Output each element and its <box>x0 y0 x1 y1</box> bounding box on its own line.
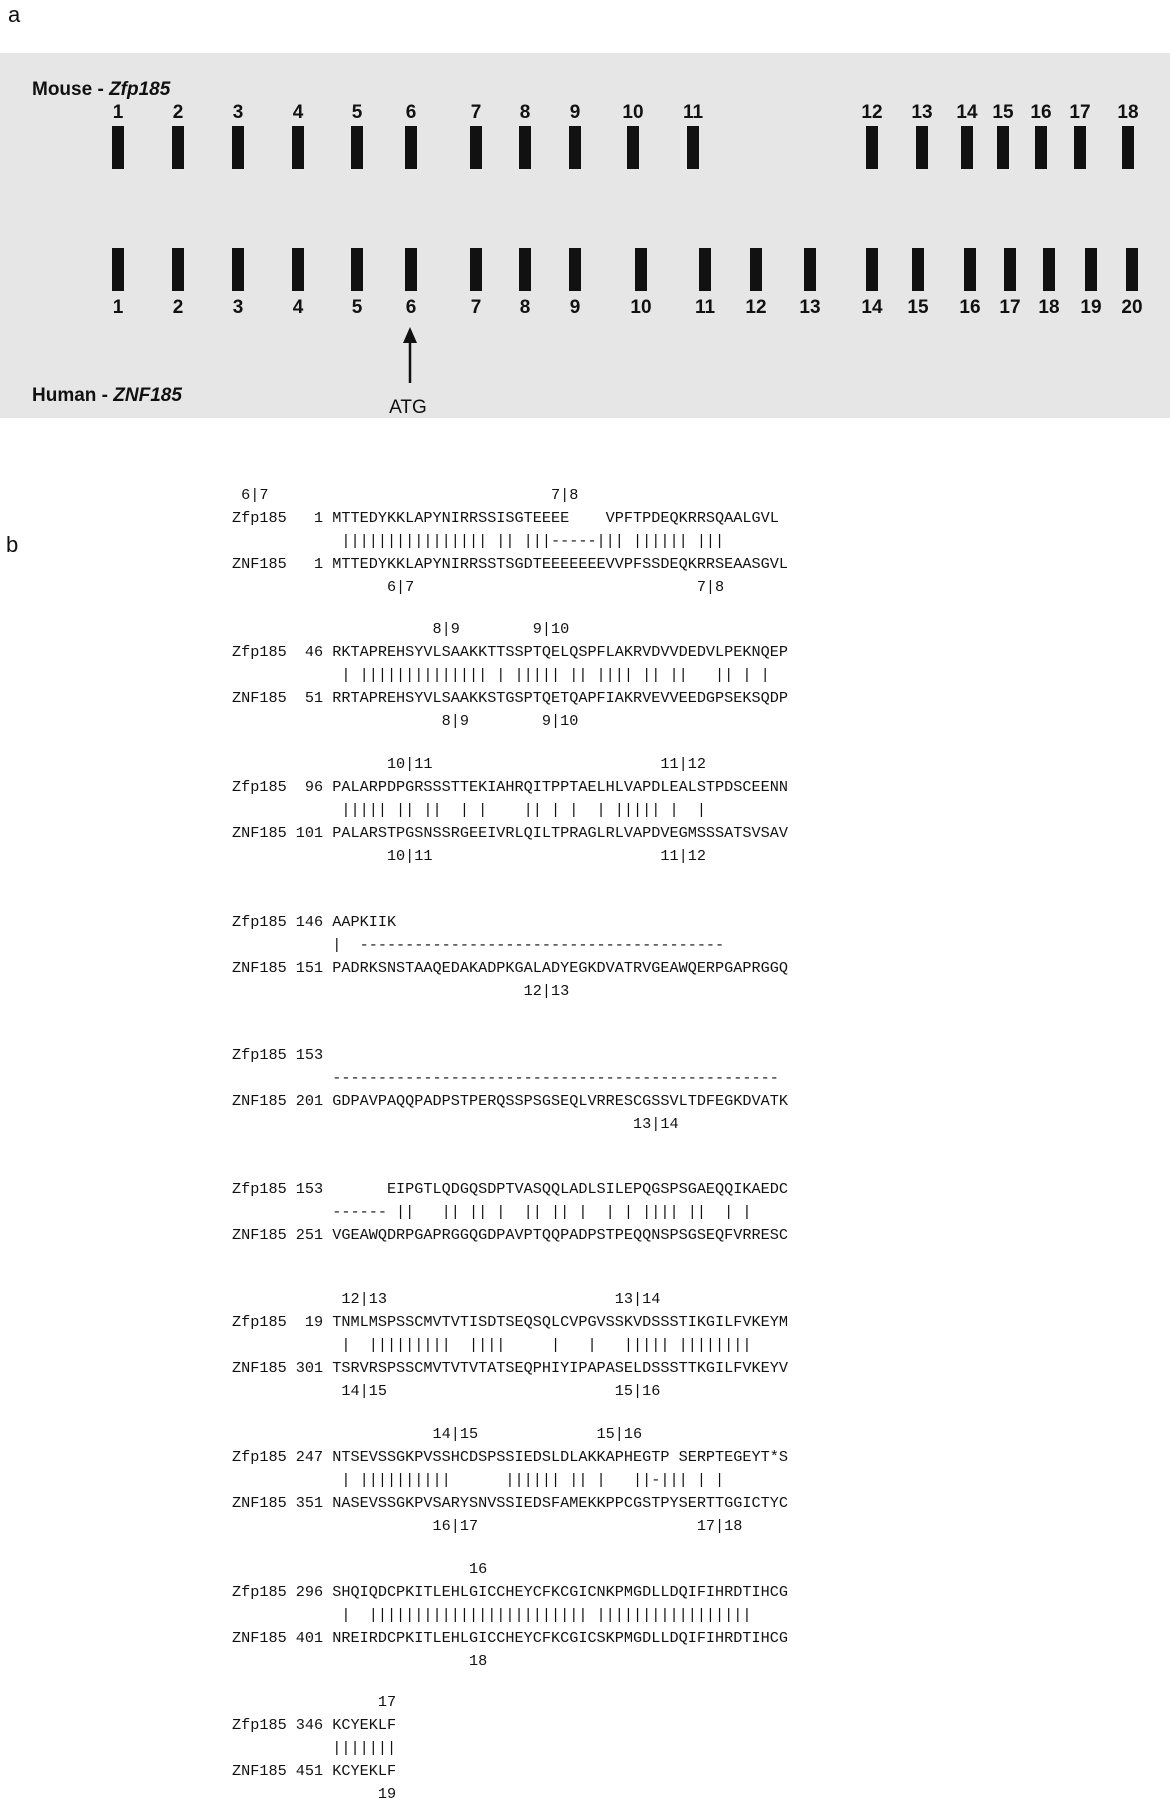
human-exon-number: 19 <box>1080 297 1102 318</box>
exon-boundary-bottom: 8|9 9|10 <box>232 712 579 730</box>
match-line: ------------------------------------------------- <box>232 1069 779 1087</box>
human-sequence: ZNF185 351 NASEVSSGKPVSARYSNVSSIEDSFAMEKKPPCGSTPYSERTTGGICTYC <box>232 1494 788 1512</box>
human-exon-number: 10 <box>630 297 652 318</box>
exon-boundary-top: 6|7 7|8 <box>232 486 579 504</box>
exon-boundary-top: 12|13 13|14 <box>232 1290 661 1308</box>
human-exon-number: 3 <box>232 297 244 318</box>
exon-boundary-top: 16 <box>232 1560 488 1578</box>
human-exon-number: 18 <box>1038 297 1060 318</box>
mouse-sequence: Zfp185 153 <box>232 1046 324 1064</box>
match-line: | |||||||||||||||||||||||| ||||||||||||||||| <box>232 1606 752 1624</box>
human-exon-number: 15 <box>907 297 929 318</box>
exon-boundary-top: 10|11 11|12 <box>232 755 706 773</box>
human-exon-number: 14 <box>861 297 883 318</box>
human-exon-number: 5 <box>351 297 363 318</box>
human-species-label: Human - ZNF185 <box>32 385 182 406</box>
mouse-exon-number: 13 <box>911 102 933 123</box>
human-sequence: ZNF185 401 NREIRDCPKITLEHLGICCHEYCFKCGICSKPMGDLLDQIFIHRDTIHCG <box>232 1629 788 1647</box>
mouse-sequence: Zfp185 153 EIPGTLQDGQSDPTVASQQLADLSILEPQGSPSGAEQQIKAEDC <box>232 1180 788 1198</box>
mouse-exon-number: 2 <box>172 102 184 123</box>
mouse-exon-number: 6 <box>405 102 417 123</box>
mouse-exon-number: 1 <box>112 102 124 123</box>
human-sequence: ZNF185 1 MTTEDYKKLAPYNIRRSSTSGDTEEEEEEEVVPFSSDEQKRRSEAASGVL <box>232 555 788 573</box>
human-exon-number: 4 <box>292 297 304 318</box>
human-exon-number: 11 <box>694 297 716 318</box>
panel-b-label: b <box>6 532 19 557</box>
human-exon-number: 12 <box>745 297 767 318</box>
match-line: |||||||||||||||| || |||-----||| |||||| ||| <box>232 532 725 550</box>
exon-boundary-bottom: 6|7 7|8 <box>232 578 725 596</box>
human-exon-number: 7 <box>470 297 482 318</box>
mouse-exon-number: 9 <box>569 102 581 123</box>
mouse-sequence: Zfp185 296 SHQIQDCPKITLEHLGICCHEYCFKCGICNKPMGDLLDQIFIHRDTIHCG <box>232 1583 788 1601</box>
mouse-species-label: Mouse - Zfp185 <box>32 79 171 100</box>
match-line: | ---------------------------------------- <box>232 936 725 954</box>
match-line: ------ || || || | || || | | | |||| || | | <box>232 1203 752 1221</box>
mouse-sequence: Zfp185 346 KCYEKLF <box>232 1716 397 1734</box>
mouse-sequence: Zfp185 96 PALARPDPGRSSSTTEKIAHRQITPPTAELHLVAPDLEALSTPDSCEENN <box>232 778 788 796</box>
human-sequence: ZNF185 51 RRTAPREHSYVLSAAKKSTGSPTQETQAPFIAKRVEVVEEDGPSEKSQDP <box>232 689 788 707</box>
exon-boundary-top: 17 <box>232 1693 397 1711</box>
mouse-exon-number: 17 <box>1069 102 1091 123</box>
mouse-exon-number: 14 <box>956 102 978 123</box>
mouse-sequence: Zfp185 19 TNMLMSPSSCMVTVTISDTSEQSQLCVPGVSSKVDSSSTIKGILFVKEYM <box>232 1313 788 1331</box>
match-line: | ||||||||| |||| | | ||||| |||||||| <box>232 1336 752 1354</box>
match-line: ||||| || || | | || | | | ||||| | | <box>232 801 706 819</box>
mouse-exon-number: 10 <box>622 102 644 123</box>
match-line: ||||||| <box>232 1739 397 1757</box>
exon-boundary-bottom: 18 <box>232 1652 488 1670</box>
human-exon-number: 6 <box>405 297 417 318</box>
human-exon-number: 9 <box>569 297 581 318</box>
exon-boundary-bottom: 12|13 <box>232 982 570 1000</box>
mouse-exon-number: 16 <box>1030 102 1052 123</box>
human-sequence: ZNF185 151 PADRKSNSTAAQEDAKADPKGALADYEGKDVATRVGEAWQERPGAPRGGQ <box>232 959 788 977</box>
human-exon-number: 16 <box>959 297 981 318</box>
mouse-exon-number: 15 <box>992 102 1014 123</box>
mouse-exon-number: 11 <box>682 102 704 123</box>
mouse-exon-number: 18 <box>1117 102 1139 123</box>
match-line: | |||||||||| |||||| || | ||-||| | | <box>232 1471 725 1489</box>
mouse-sequence: Zfp185 1 MTTEDYKKLAPYNIRRSSISGTEEEE VPFTPDEQKRRSQAALGVL <box>232 509 779 527</box>
mouse-exon-number: 3 <box>232 102 244 123</box>
mouse-exon-number: 8 <box>519 102 531 123</box>
mouse-exon-number: 4 <box>292 102 304 123</box>
mouse-exon-number: 12 <box>861 102 883 123</box>
mouse-sequence: Zfp185 46 RKTAPREHSYVLSAAKKTTSSPTQELQSPFLAKRVDVVDEDVLPEKNQEP <box>232 643 788 661</box>
mouse-exon-number: 5 <box>351 102 363 123</box>
human-sequence: ZNF185 101 PALARSTPGSNSSRGEEIVRLQILTPRAGLRLVAPDVEGMSSSATSVSAV <box>232 824 788 842</box>
exon-boundary-bottom: 10|11 11|12 <box>232 847 706 865</box>
exon-boundary-bottom: 13|14 <box>232 1115 679 1133</box>
match-line: | |||||||||||||| | ||||| || |||| || || || | | <box>232 666 770 684</box>
panel-a-label: a <box>8 2 21 27</box>
exon-boundary-bottom: 14|15 15|16 <box>232 1382 661 1400</box>
exon-boundary-top: 8|9 9|10 <box>232 620 570 638</box>
mouse-sequence: Zfp185 146 AAPKIIK <box>232 913 397 931</box>
human-sequence: ZNF185 451 KCYEKLF <box>232 1762 397 1780</box>
human-sequence: ZNF185 251 VGEAWQDRPGAPRGGQGDPAVPTQQPADPSTPEQQNSPSGSEQFVRRESC <box>232 1226 788 1244</box>
human-exon-number: 2 <box>172 297 184 318</box>
mouse-exon-number: 7 <box>470 102 482 123</box>
human-exon-number: 17 <box>999 297 1021 318</box>
mouse-sequence: Zfp185 247 NTSEVSSGKPVSSHCDSPSSIEDSLDLAKKAPHEGTP SERPTEGEYT*S <box>232 1448 788 1466</box>
atg-label: ATG <box>389 397 427 418</box>
human-exon-number: 1 <box>112 297 124 318</box>
human-exon-number: 20 <box>1121 297 1143 318</box>
human-sequence: ZNF185 201 GDPAVPAQQPADPSTPERQSSPSGSEQLVRRESCGSSVLTDFEGKDVATK <box>232 1092 788 1110</box>
exon-boundary-bottom: 16|17 17|18 <box>232 1517 743 1535</box>
human-exon-number: 8 <box>519 297 531 318</box>
human-exon-number: 13 <box>799 297 821 318</box>
exon-boundary-bottom: 19 <box>232 1785 397 1803</box>
human-sequence: ZNF185 301 TSRVRSPSSCMVTVTVTATSEQPHIYIPAPASELDSSSTTKGILFVKEYV <box>232 1359 788 1377</box>
exon-boundary-top: 14|15 15|16 <box>232 1425 643 1443</box>
